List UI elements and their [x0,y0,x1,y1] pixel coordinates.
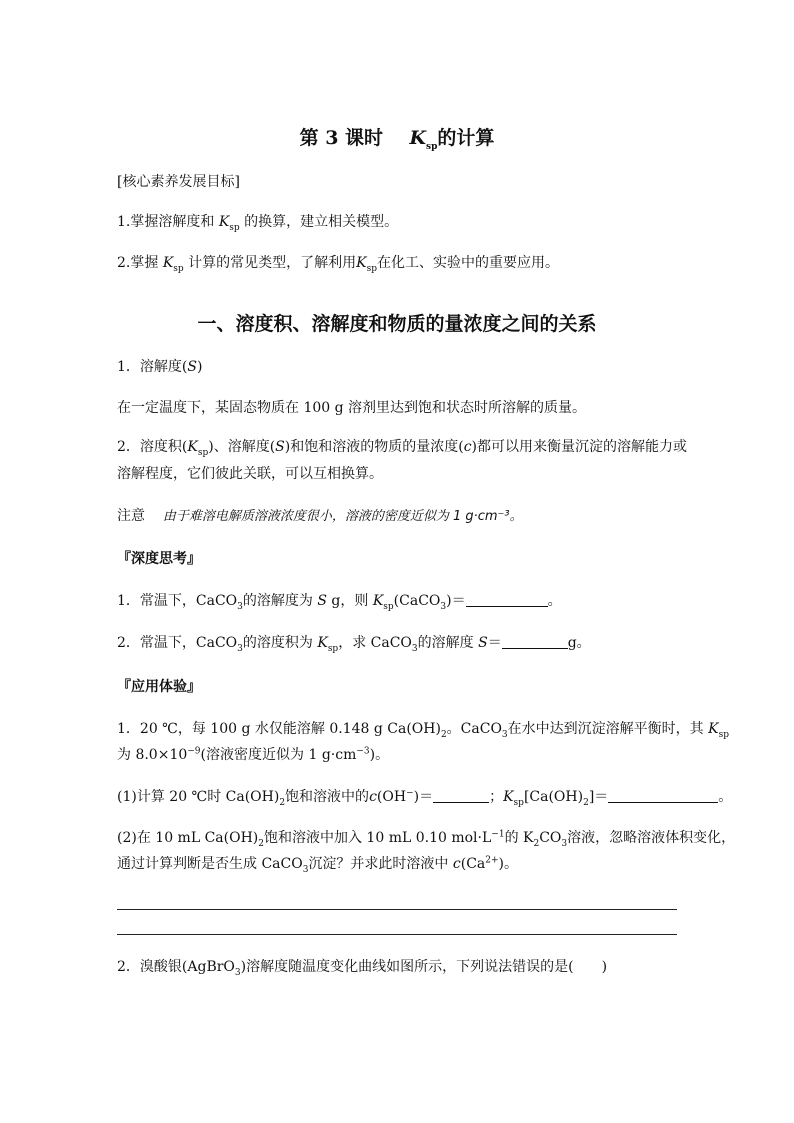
answer-line[interactable] [117,909,677,910]
goal-2: 2.掌握 $K_{sp}$ 计算的常见类型，了解利用$K_{sp}$在化工、实验中的重要应用。 [117,255,559,274]
lesson-title: 第 3 课时 $K_{sp}$的计算 [299,127,495,152]
goals-header: [核心素养发展目标] [117,174,240,190]
goal-1: 1.掌握溶解度和 $K_{sp}$ 的换算，建立相关模型。 [117,214,399,233]
application-2: 2．溴酸银(AgBrO$_3$)溶解度随温度变化曲线如图所示，下列说法错误的是( ) [117,959,608,978]
note-text: 由于难溶电解质溶液浓度很小，溶液的密度近似为 1 g·cm⁻³。 [162,509,523,524]
application-1-part-2-cont: 通过计算判断是否生成 CaCO$_3$沉淀？并求此时溶液中 $c(Ca^{2+})$。 [117,855,519,875]
answer-line[interactable] [117,934,677,935]
deep-thinking-header: 『深度思考』 [117,551,201,567]
application-1: 1．20 ℃，每 100 g 水仅能溶解 0.148 g $Ca(OH)_2$。CaCO$_3$在水中达到沉淀溶解平衡时，其 $K_{sp}$ [117,721,729,740]
application-1-part-1: (1)计算 20 ℃时 $Ca(OH)_2$饱和溶液中的c(OH−)＝ ；$K_{sp}[Ca(OH)_2]=$ 。 [117,788,733,808]
answer-blank[interactable] [466,592,548,607]
item-relationship: 2．溶度积$(K_{sp})$、溶解度(S)和饱和溶液的物质的量浓度(c)都可以用来衡量沉淀的溶解能力或 [117,439,688,458]
answer-blank[interactable] [608,788,718,803]
application-1-cont: 为 $8.0\times 10^{-9}$(溶液密度近似为 1 $g\cdot cm^{-3}$)。 [117,746,390,763]
item-relationship-cont: 溶解程度，它们彼此关联，可以互相换算。 [117,466,383,482]
note [117,506,697,527]
section-title: 一、溶度积、溶解度和物质的量浓度之间的关系 [197,313,597,335]
note-label: 注意 [117,508,145,524]
question-2: 2．常温下，CaCO$_3$的溶度积为 $K_{sp}$，求 CaCO$_3$的溶解度 S＝ g。 [117,635,591,654]
answer-blank[interactable] [502,634,568,649]
item-solubility: 1．溶解度(S) [117,359,203,375]
application-header: 『应用体验』 [117,679,201,695]
application-1-part-2: (2)在 10 mL $Ca(OH)_2$饱和溶液中加入 10 mL 0.10 $mol\cdot L^{-1}$的 $K_2CO_3$溶液，忽略溶液体积变化， [117,829,736,849]
answer-blank[interactable] [433,788,489,803]
question-1: 1．常温下，CaCO$_3$的溶解度为 S g，则 $K_{sp}(CaCO_3)=$ 。 [117,593,562,612]
solubility-definition: 在一定温度下，某固态物质在 100 g 溶剂里达到饱和状态时所溶解的质量。 [117,400,587,416]
